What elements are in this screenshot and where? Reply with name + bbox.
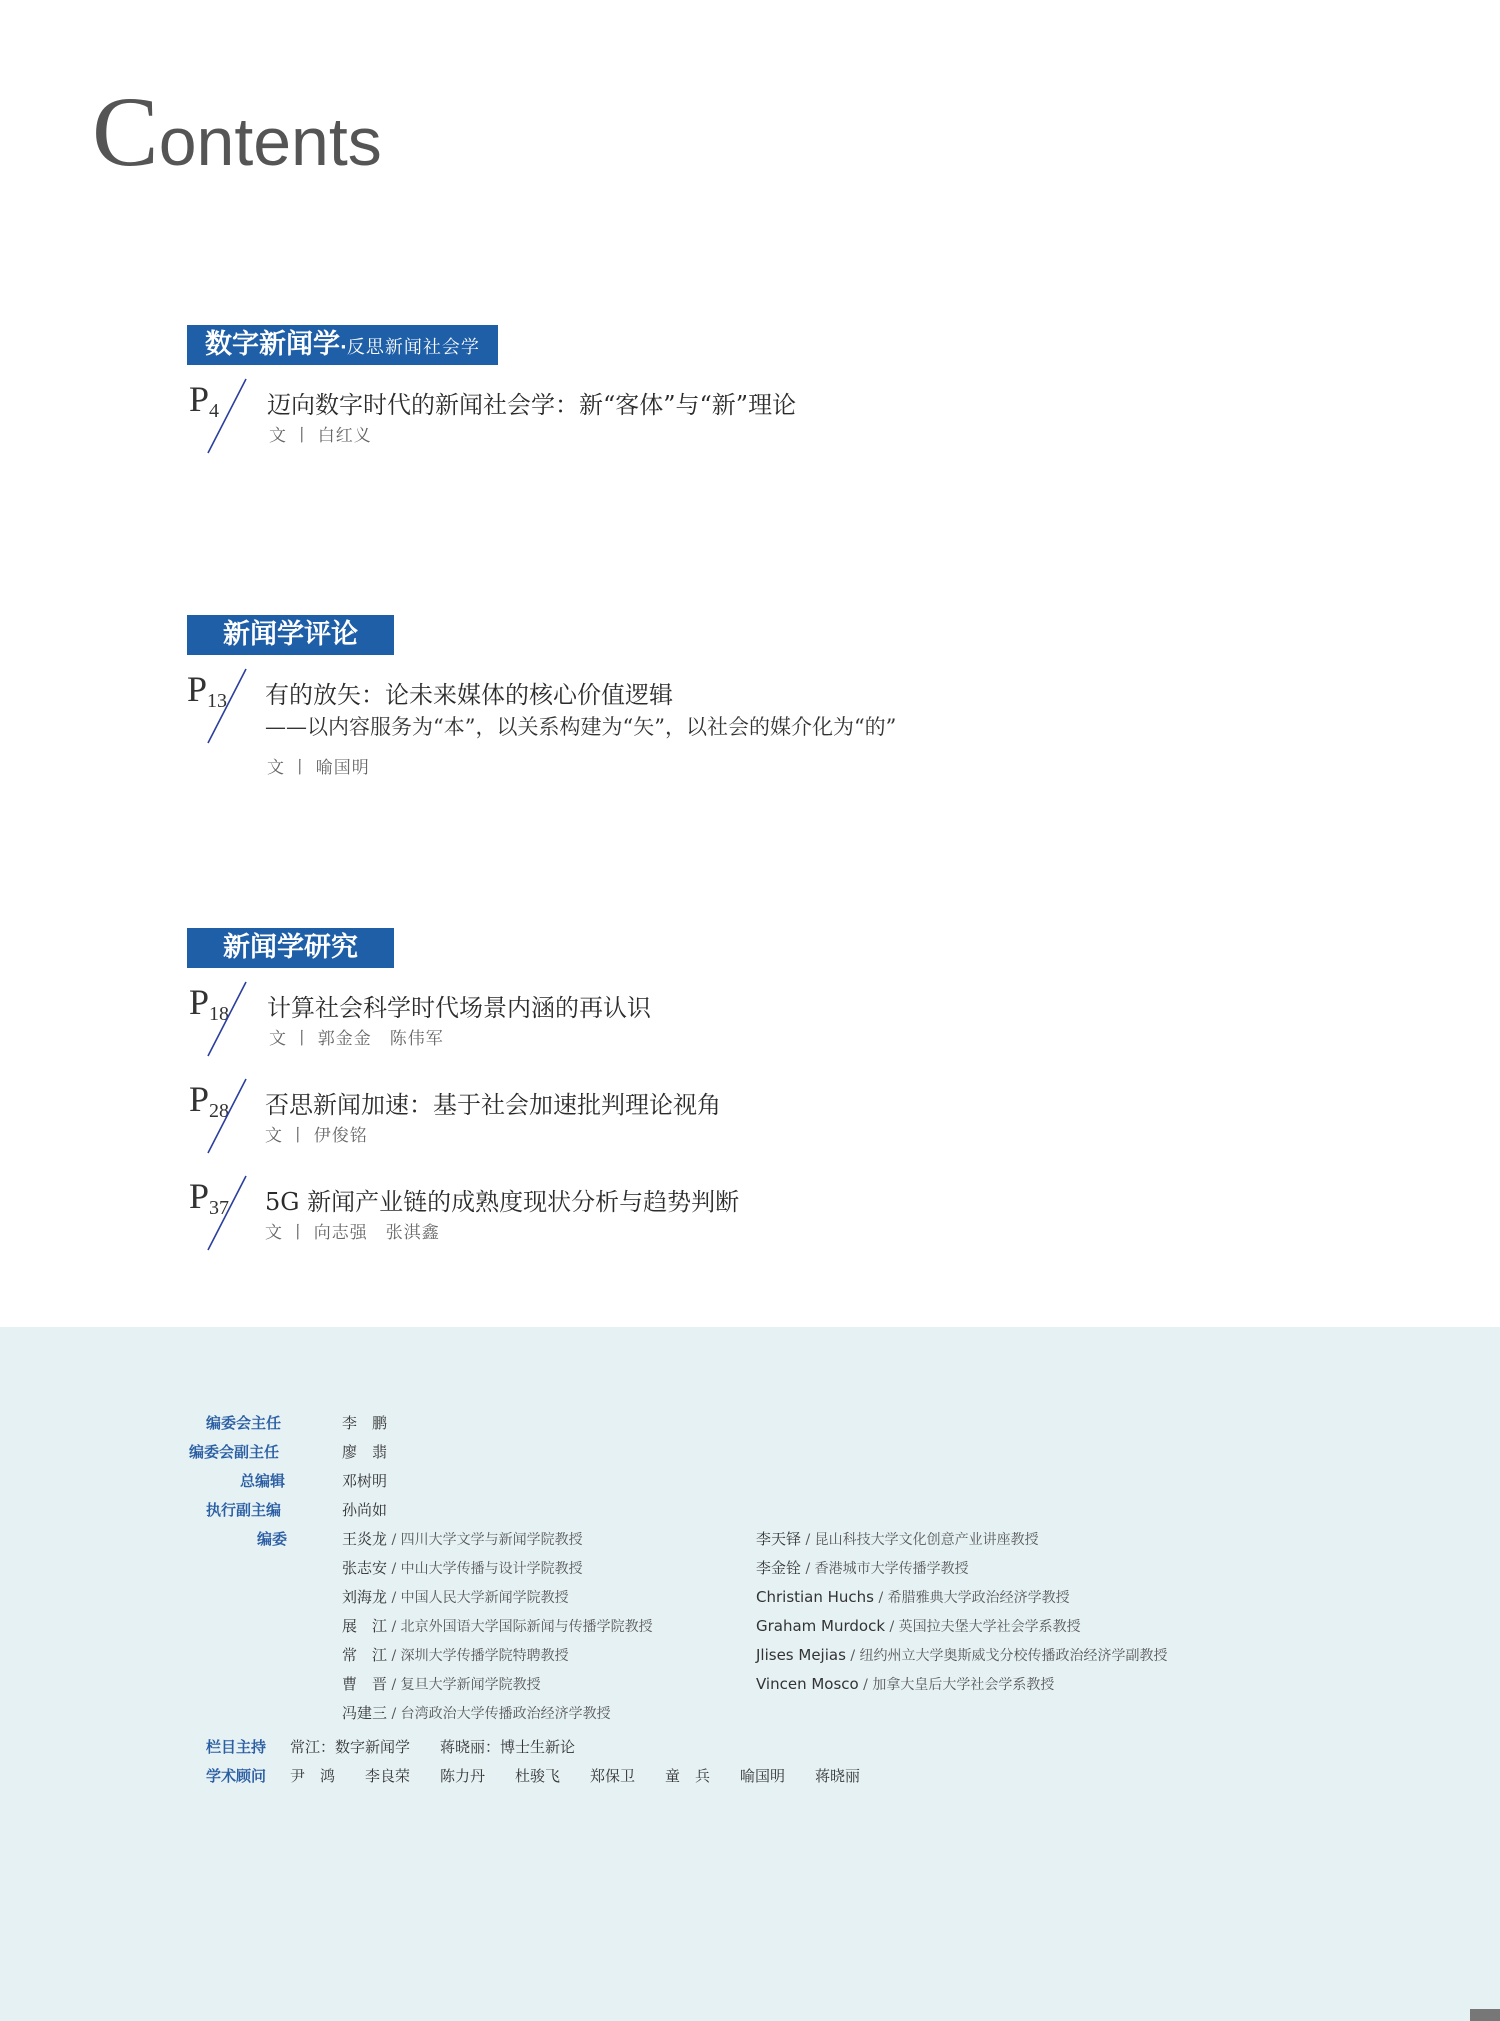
article-title[interactable]: 否思新闻加速：基于社会加速批判理论视角 <box>265 1091 721 1119</box>
section-journalism-review <box>187 615 897 783</box>
toc-entry[interactable] <box>187 1170 740 1267</box>
section-digital-journalism <box>187 325 797 470</box>
board-label: 编委 <box>257 1530 288 1548</box>
board-member: Christian Huchs / 希腊雅典大学政治经济学教授 <box>756 1588 1070 1606</box>
board-member: 展 江 / 北京外国语大学国际新闻与传播学院教授 <box>342 1617 653 1635</box>
board-member: Vincen Mosco / 加拿大皇后大学社会学系教授 <box>756 1675 1055 1693</box>
toc-entry[interactable] <box>187 976 651 1073</box>
article-title[interactable]: 迈向数字时代的新闻社会学：新“客体”与“新”理论 <box>267 391 797 419</box>
slash-divider <box>202 377 252 457</box>
board-member: 张志安 / 中山大学传播与设计学院教授 <box>342 1559 583 1577</box>
contents-title-rest: ontents <box>158 104 382 180</box>
article-author: 文 丨 喻国明 <box>267 758 370 778</box>
board-member: 王炎龙 / 四川大学文学与新闻学院教授 <box>342 1530 583 1548</box>
director-label: 编委会主任 <box>206 1414 282 1432</box>
masthead-panel <box>0 1327 1500 2021</box>
slash-divider <box>202 980 252 1060</box>
exec-editor-label: 执行副主编 <box>206 1501 282 1519</box>
toc-entry[interactable] <box>187 1073 721 1170</box>
contents-title <box>92 76 382 187</box>
section-header-title: 新闻学研究 <box>223 932 358 963</box>
vice-director-name: 廖 翡 <box>342 1443 388 1461</box>
chief-editor-name: 邓树明 <box>342 1472 388 1490</box>
chief-editor-label: 总编辑 <box>240 1472 286 1490</box>
slash-divider <box>202 667 252 747</box>
page-number: $P_{37}$ <box>189 1176 230 1219</box>
section-header <box>187 928 394 968</box>
advisor-label: 学术顾问 <box>206 1767 267 1785</box>
director-name: 李 鹏 <box>342 1414 388 1432</box>
exec-editor-name: 孙尚如 <box>342 1501 388 1519</box>
section-journalism-research <box>187 928 740 1267</box>
section-header-subtitle: 反思新闻社会学 <box>346 337 480 358</box>
page-number: $P_{13}$ <box>187 669 228 712</box>
slash-divider <box>202 1174 252 1254</box>
board-member: 冯建三 / 台湾政治大学传播政治经济学教授 <box>342 1704 611 1722</box>
toc-entry[interactable] <box>187 373 797 470</box>
board-member: 刘海龙 / 中国人民大学新闻学院教授 <box>342 1588 569 1606</box>
column-hosts: 常江：数字新闻学 蒋晓丽：博士生新论 <box>290 1738 576 1756</box>
section-header-dot: · <box>340 337 347 358</box>
article-author: 文 丨 白红义 <box>269 426 372 446</box>
page-number: $P_{28}$ <box>189 1079 230 1122</box>
advisors: 尹 鸿 李良荣 陈力丹 杜骏飞 郑保卫 童 兵 喻国明 蒋晓丽 <box>290 1767 861 1785</box>
section-header <box>187 615 394 655</box>
section-header-title: 数字新闻学 <box>205 329 340 360</box>
contents-title-initial: C <box>92 76 159 187</box>
page-number: $P_{18}$ <box>189 982 230 1025</box>
page-number: $P_4$ <box>189 379 220 422</box>
board-member: 李金铨 / 香港城市大学传播学教授 <box>756 1559 969 1577</box>
article-title[interactable]: 计算社会科学时代场景内涵的再认识 <box>267 994 651 1022</box>
article-author: 文 丨 伊俊铭 <box>265 1126 368 1146</box>
board-member: Jlises Mejias / 纽约州立大学奥斯威戈分校传播政治经济学副教授 <box>756 1646 1168 1664</box>
board-member: Graham Murdock / 英国拉夫堡大学社会学系教授 <box>756 1617 1081 1635</box>
page-corner-mark <box>1470 2009 1500 2021</box>
column-host-label: 栏目主持 <box>206 1738 267 1756</box>
toc-entry[interactable] <box>187 663 897 783</box>
board-member: 李天铎 / 昆山科技大学文化创意产业讲座教授 <box>756 1530 1039 1548</box>
board-member: 曹 晋 / 复旦大学新闻学院教授 <box>342 1675 541 1693</box>
vice-director-label: 编委会副主任 <box>189 1443 280 1461</box>
slash-divider <box>202 1077 252 1157</box>
article-author: 文 丨 向志强 张淇鑫 <box>265 1223 440 1243</box>
section-header-title: 新闻学评论 <box>223 619 358 650</box>
section-header <box>187 325 498 365</box>
article-title[interactable]: 5G 新闻产业链的成熟度现状分析与趋势判断 <box>265 1188 740 1216</box>
article-author: 文 丨 郭金金 陈伟军 <box>269 1029 444 1049</box>
article-subtitle: ——以内容服务为“本”，以关系构建为“矢”，以社会的媒介化为“的” <box>265 715 897 739</box>
article-title[interactable]: 有的放矢：论未来媒体的核心价值逻辑 <box>265 681 673 709</box>
board-member: 常 江 / 深圳大学传播学院特聘教授 <box>342 1646 569 1664</box>
